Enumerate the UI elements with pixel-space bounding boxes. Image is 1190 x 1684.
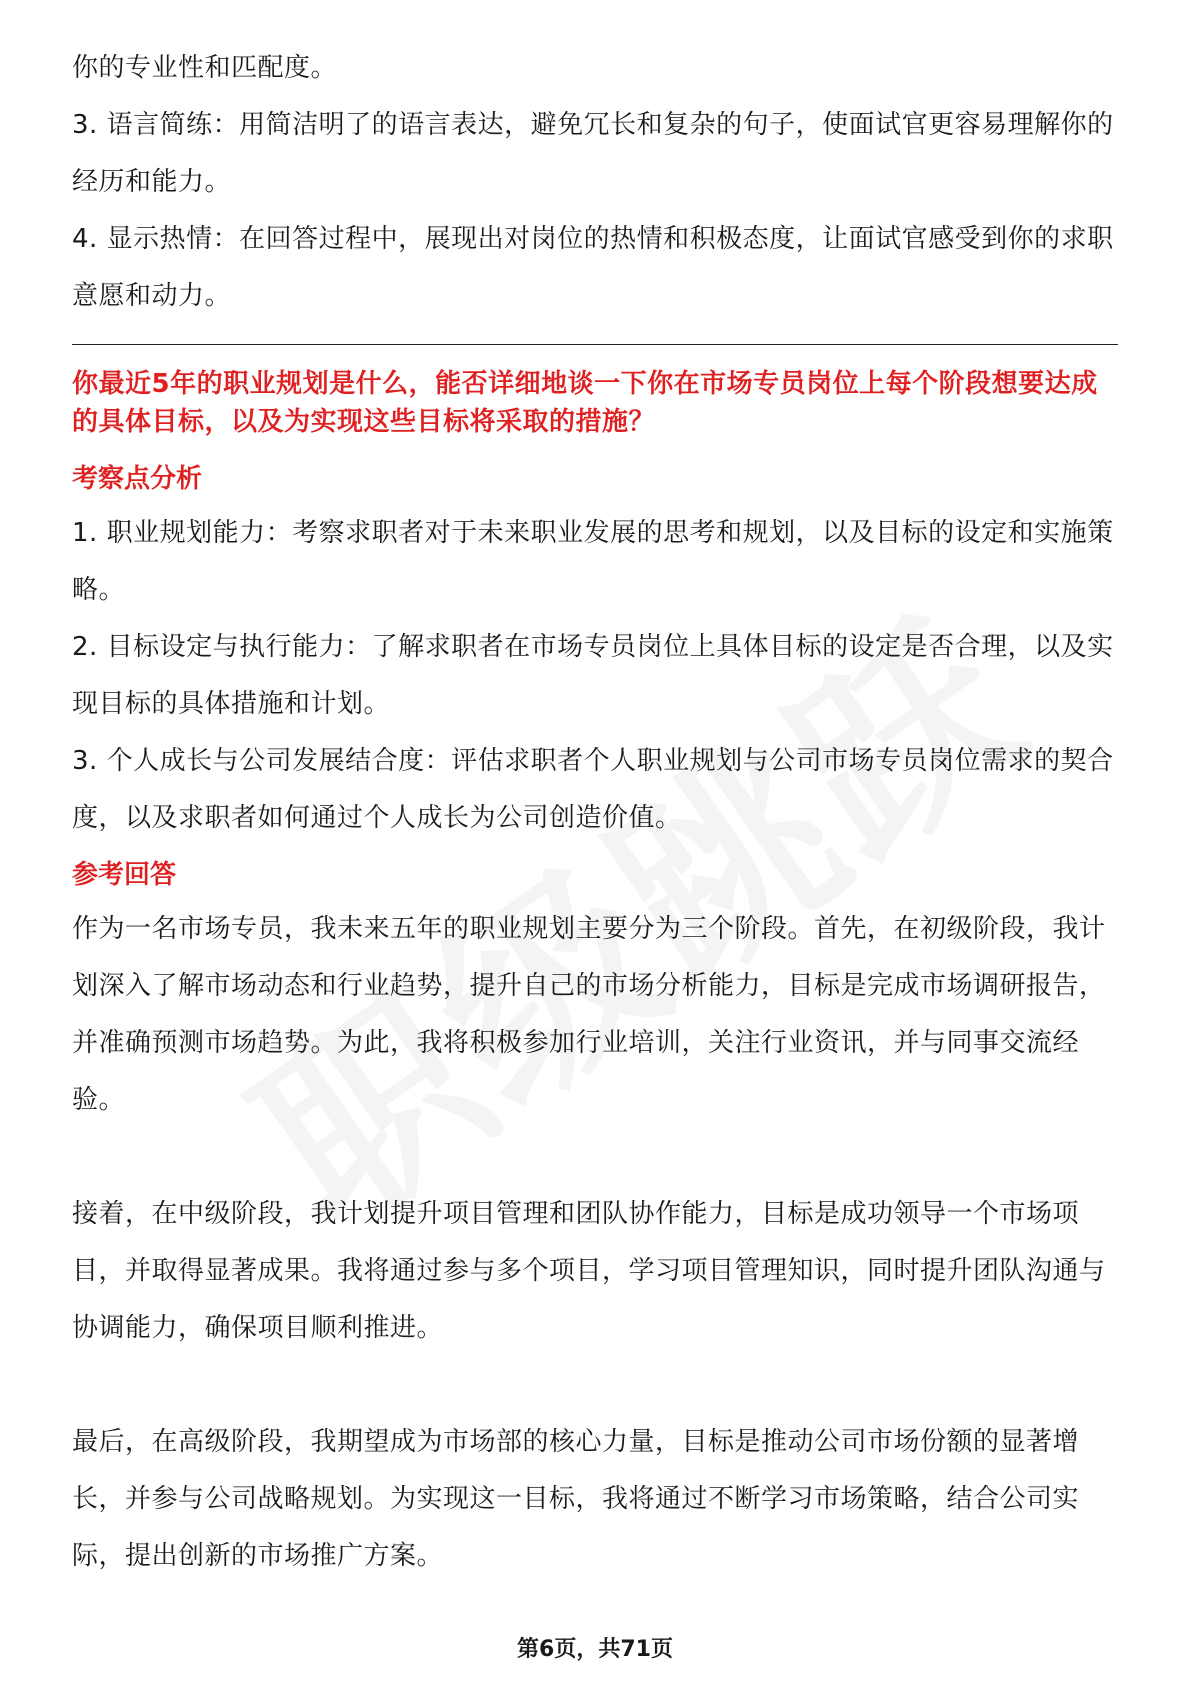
analysis-item: 1. 职业规划能力：考察求职者对于未来职业发展的思考和规划，以及目标的设定和实施策略。 [72, 518, 1114, 605]
analysis-item: 2. 目标设定与执行能力：了解求职者在市场专员岗位上具体目标的设定是否合理，以及实现目标的具体措施和计划。 [72, 632, 1114, 719]
answer-paragraph: 最后，在高级阶段，我期望成为市场部的核心力量，目标是推动公司市场份额的显著增长，并参与公司战略规划。为实现这一目标，我将通过不断学习市场策略，结合公司实际，提出创新的市场推广方案。 [72, 1427, 1080, 1571]
intro-line: 你的专业性和匹配度。 [72, 53, 338, 83]
answer-paragraph: 接着，在中级阶段，我计划提升项目管理和团队协作能力，目标是成功领导一个市场项目，并取得显著成果。我将通过参与多个项目，学习项目管理知识，同时提升团队沟通与协调能力，确保项目顺利推进。 [72, 1199, 1106, 1343]
question-heading: 你最近5年的职业规划是什么，能否详细地谈一下你在市场专员岗位上每个阶段想要达成的具体目标，以及为实现这些目标将采取的措施？ [72, 369, 1098, 437]
page-number: 第6页，共71页 [517, 1637, 673, 1662]
answer-paragraph: 作为一名市场专员，我未来五年的职业规划主要分为三个阶段。首先，在初级阶段，我计划深入了解市场动态和行业趋势，提升自己的市场分析能力，目标是完成市场调研报告，并准确预测市场趋势。为此，我将积极参加行业培训，关注行业资讯，并与同事交流经验。 [72, 914, 1106, 1115]
intro-line: 4. 显示热情：在回答过程中，展现出对岗位的热情和积极态度，让面试官感受到你的求职意愿和动力。 [72, 224, 1114, 311]
answer-title: 参考回答 [72, 860, 177, 890]
analysis-title: 考察点分析 [72, 464, 203, 494]
paragraph-gap [72, 1357, 1118, 1414]
paragraph-gap [72, 1129, 1118, 1186]
section-divider [72, 344, 1118, 345]
analysis-item: 3. 个人成长与公司发展结合度：评估求职者个人职业规划与公司市场专员岗位需求的契合度，以及求职者如何通过个人成长为公司创造价值。 [72, 746, 1114, 833]
intro-line: 3. 语言简练：用简洁明了的语言表达，避免冗长和复杂的句子，使面试官更容易理解你的经历和能力。 [72, 110, 1114, 197]
document-page [72, 40, 1118, 1585]
